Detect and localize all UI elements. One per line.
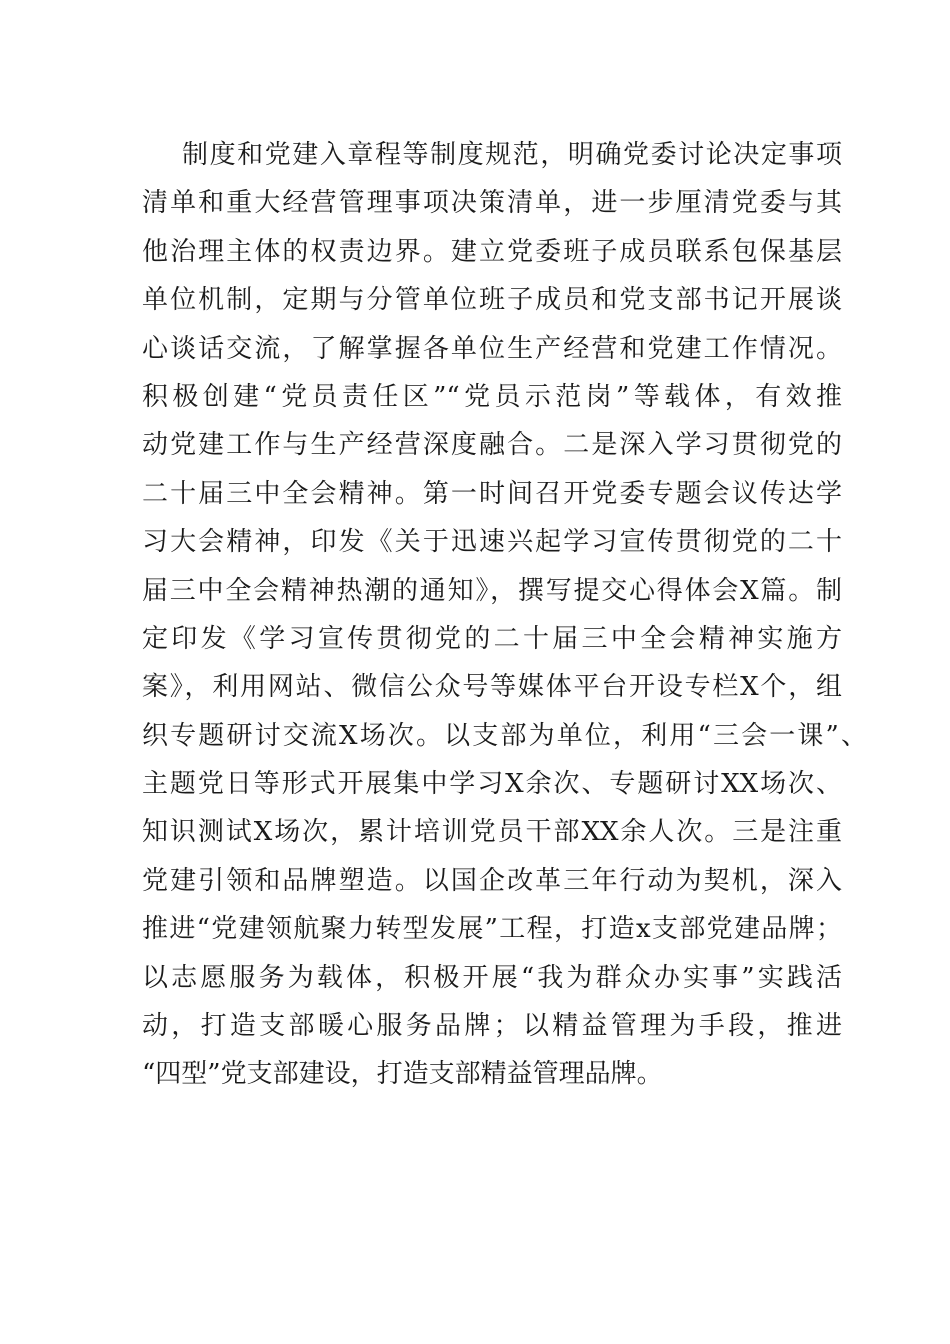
body-paragraph [142, 131, 867, 1099]
paragraph-line: 习大会精神，印发《关于迅速兴起学习宣传贯彻党的二十 [142, 527, 842, 558]
paragraph-line: 二十届三中全会精神。第一时间召开党委专题会议传达学 [142, 478, 842, 509]
paragraph-line: 推进“党建领航聚力转型发展”工程，打造x支部党建品牌； [142, 914, 842, 945]
paragraph-line: 他治理主体的权责边界。建立党委班子成员联系包保基层 [142, 236, 842, 267]
paragraph-line: 届三中全会精神热潮的通知》，撰写提交心得体会X篇。制 [142, 575, 842, 606]
paragraph-line: 定印发《学习宣传贯彻党的二十届三中全会精神实施方 [142, 623, 842, 654]
paragraph-line: 动党建工作与生产经营深度融合。二是深入学习贯彻党的 [142, 430, 842, 461]
paragraph-line: 制度和党建入章程等制度规范，明确党委讨论决定事项 [182, 140, 842, 170]
paragraph-line: 以志愿服务为载体，积极开展“我为群众办实事”实践活 [142, 962, 842, 993]
paragraph-line: 党建引领和品牌塑造。以国企改革三年行动为契机，深入 [142, 865, 842, 896]
paragraph-line: 动，打造支部暖心服务品牌；以精益管理为手段，推进 [142, 1011, 842, 1042]
paragraph-line: 积极创建“党员责任区”“党员示范岗”等载体，有效推 [142, 381, 842, 412]
paragraph-line: 织专题研讨交流X场次。以支部为单位，利用“三会一课”、 [142, 720, 867, 751]
paragraph-line: 主题党日等形式开展集中学习X余次、专题研讨XX场次、 [142, 769, 842, 800]
paragraph-line: 案》，利用网站、微信公众号等媒体平台开设专栏X个，组 [142, 672, 842, 703]
paragraph-line: “四型”党支部建设，打造支部精益管理品牌。 [142, 1059, 663, 1090]
paragraph-line: 清单和重大经营管理事项决策清单，进一步厘清党委与其 [142, 188, 842, 219]
paragraph-line: 知识测试X场次，累计培训党员干部XX余人次。三是注重 [142, 817, 842, 848]
paragraph-line: 心谈话交流，了解掌握各单位生产经营和党建工作情况。 [142, 333, 842, 364]
paragraph-line: 单位机制，定期与分管单位班子成员和党支部书记开展谈 [142, 285, 842, 316]
